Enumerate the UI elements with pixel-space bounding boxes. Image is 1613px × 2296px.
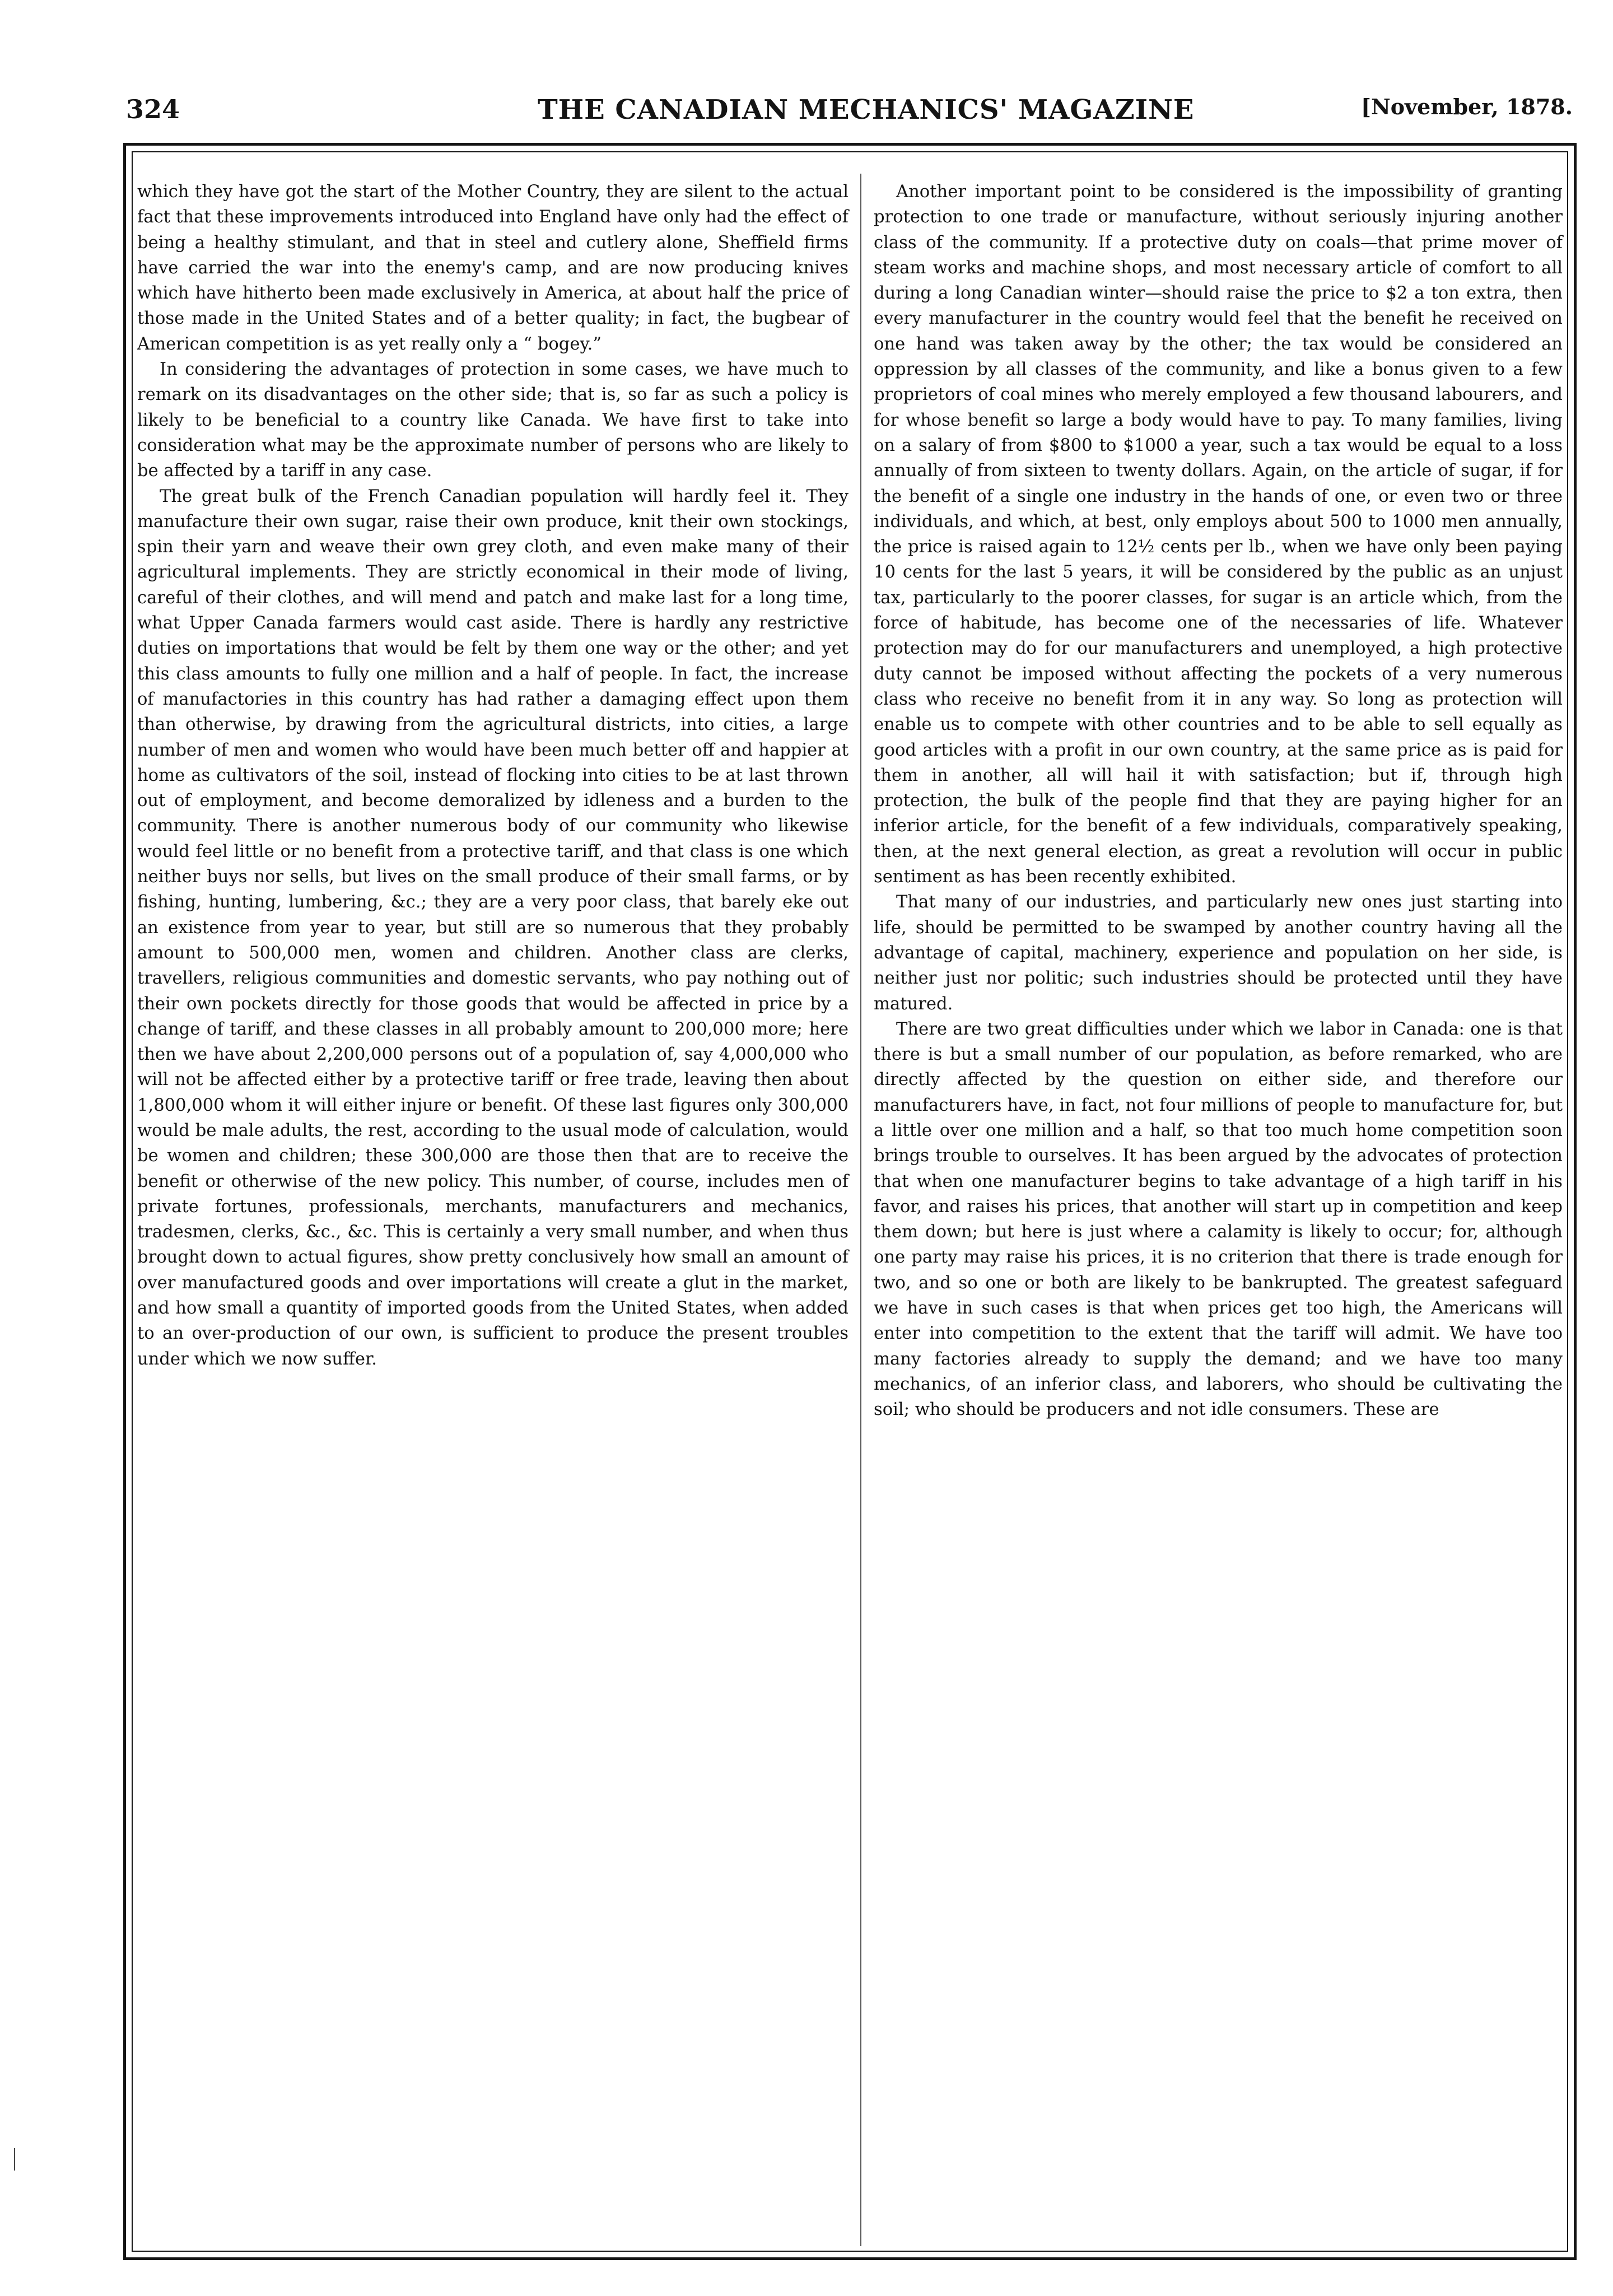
margin-mark [14, 2148, 15, 2171]
paragraph: That many of our industries, and particularly new ones just starting into life, should be permitted to be swamped by another country having all the advantage of capital, machinery, experience and population on her side, is neither just nor politic; such industries should be protected until they have matured. [874, 892, 1563, 1014]
paragraph: Another important point to be considered is the impossibility of granting protection to one trade or manufacture, without seriously injuring another class of the community. If a protective duty on coals—that prime mover of steam works and machine shops, and most necessary article of comfort to all during a long Canadian winter—should raise the price to $2 a ton extra, then every manufacturer in the country would feel that the benefit he received on one hand was taken away by the other; the tax would be considered an oppression by all classes of the community, and like a bonus given to a few proprietors of coal mines who merely employed a few thousand labourers, and for whose benefit so large a body would have to pay. To many families, living on a salary of from $800 to $1000 a year, such a tax would be equal to a loss annually of from sixteen to twenty dollars. Again, on the article of sugar, if for the benefit of a single one industry in the hands of one, or even two or three individuals, and which, at best, only employs about 500 to 1000 men annually, the price is raised again to 12½ cents per lb., when we have only been paying 10 cents for the last 5 years, it will be considered by the public as an unjust tax, particularly to the poorer classes, for sugar is an article which, from the force of habitude, has become one of the necessaries of life. Whatever protection may do for our manufacturers and unemployed, a high protective duty cannot be imposed without affecting the pockets of a very numerous class who receive no benefit from it in any way. So long as protection will enable us to compete with other countries and to be able to sell equally as good articles with a profit in our own country, at the same price as is paid for them in another, all will hail it with satisfaction; but if, through high protection, the bulk of the people find that they are paying higher for an inferior article, for the benefit of a few individuals, comparatively speaking, then, at the next general election, as great a revolution will occur in public sentiment as has been recently exhibited. [874, 182, 1563, 887]
paragraph: The great bulk of the French Canadian population will hardly feel it. They manufacture their own sugar, raise their own produce, knit their own stockings, spin their yarn and weave their own grey cloth, and even make many of their agricultural implements. They are strictly economical in their mode of living, careful of their clothes, and will mend and patch and make last for a long time, what Upper Canada farmers would cast aside. There is hardly any restrictive duties on importations that would be felt by them one way or the other; and yet this class amounts to fully one million and a half of people. In fact, the increase of manufactories in this country has had rather a damaging effect upon them than otherwise, by drawing from the agricultural districts, into cities, a large number of men and women who would have been much better off and happier at home as cultivators of the soil, instead of flocking into cities to be at last thrown out of employment, and become demoralized by idleness and a burden to the community. There is another numerous body of our community who likewise would feel little or no benefit from a protective tariff, and that class is one which neither buys nor sells, but lives on the small produce of their small farms, or by fishing, hunting, lumbering, &c.; they are a very poor class, that barely eke out an existence from year to year, but still are so numerous that they probably amount to 500,000 men, women and children. Another class are clerks, travellers, religious communities and domestic servants, who pay nothing out of their own pockets directly for those goods that would be affected in price by a change of tariff, and these classes in all probably amount to 200,000 more; here then we have about 2,200,000 persons out of a population of, say 4,000,000 who will not be affected either by a protective tariff or free trade, leaving then about 1,800,000 whom it will either injure or benefit. Of these last figures only 300,000 would be male adults, the rest, according to the usual mode of calculation, would be women and children; these 300,000 are those then that are to receive the benefit or otherwise of the new policy. This number, of course, includes men of private fortunes, professionals, merchants, manufacturers and mechanics, tradesmen, clerks, &c., &c. This is certainly a very small number, and when thus brought down to actual figures, show pretty conclusively how small an amount of over manufactured goods and over importations will create a glut in the market, and how small a quantity of imported goods from the United States, when added to an over-production of our own, is sufficient to produce the present troubles under which we now suffer. [137, 486, 849, 1369]
paragraph: There are two great difficulties under which we labor in Canada: one is that there is but a small number of our population, as before remarked, who are directly affected by the question on either side, and therefore our manufacturers have, in fact, not four millions of people to manufacture for, but a little over one million and a half, so that too much home competition soon brings trouble to ourselves. It has been argued by the advocates of protection that when one manufacturer begins to take advantage of a high tariff in his favor, and raises his prices, that another will start up in competition and keep them down; but here is just where a calamity is likely to occur; for, although one party may raise his prices, it is no criterion that there is trade enough for two, and so one or both are likely to be bankrupted. The greatest safeguard we have in such cases is that when prices get too high, the Americans will enter into competition to the extent that the tariff will admit. We have too many factories already to supply the demand; and we have too many mechanics, of an inferior class, and laborers, who should be cultivating the soil; who should be producers and not idle consumers. These are [874, 1019, 1563, 1420]
left-column [137, 179, 849, 1372]
journal-title: THE CANADIAN MECHANICS' MAGAZINE [538, 94, 1195, 125]
paragraph: In considering the advantages of protection in some cases, we have much to remark on its disadvantages on the other side; that is, so far as such a policy is likely to be beneficial to a country like Canada. We have first to take into consideration what may be the approximate number of persons who are likely to be affected by a tariff in any case. [137, 360, 849, 481]
column-divider [860, 174, 861, 2246]
issue-date: [November, 1878. [1361, 94, 1573, 119]
paragraph: which they have got the start of the Mother Country, they are silent to the actual fact that these improvements introduced into England have only had the effect of being a healthy stimulant, and that in steel and cutlery alone, Sheffield firms have carried the war into the enemy's camp, and are now producing knives which have hitherto been made exclusively in America, at about half the price of those made in the United States and of a better quality; in fact, the bugbear of American competition is as yet really only a “ bogey.” [137, 182, 849, 354]
page-number: 324 [126, 94, 180, 124]
right-column [874, 179, 1563, 1423]
